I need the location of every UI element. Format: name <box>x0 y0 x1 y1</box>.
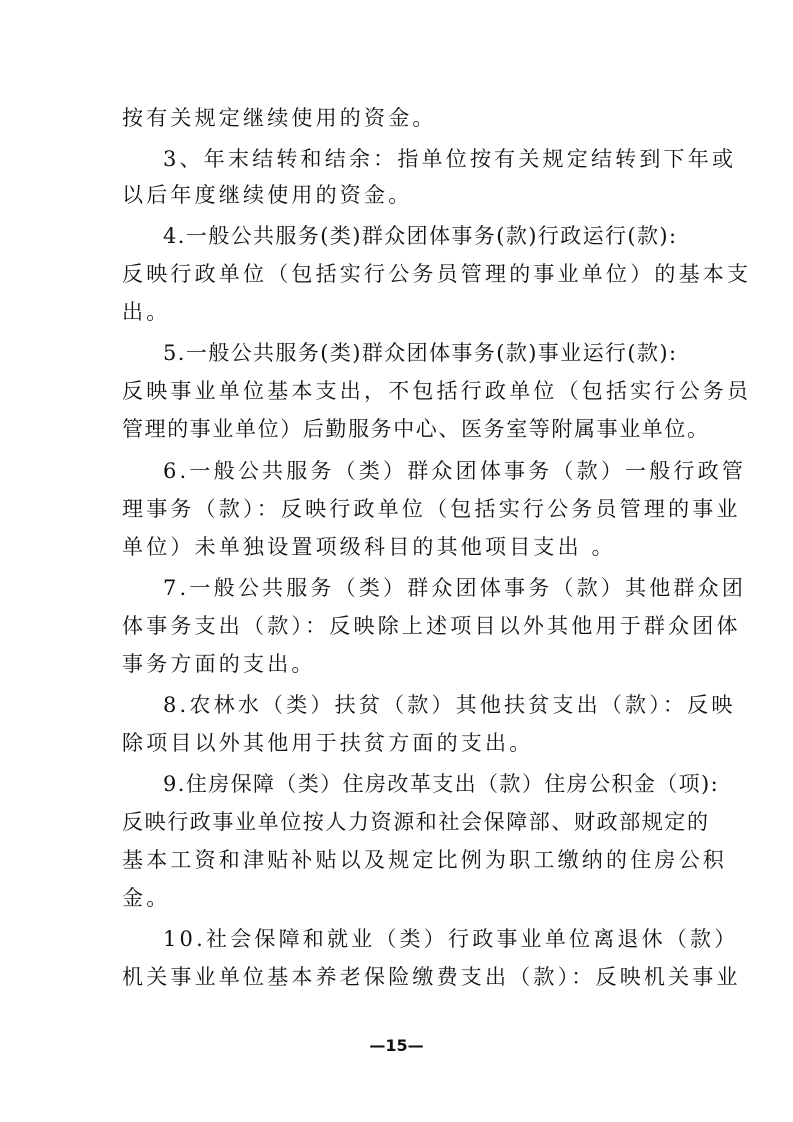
text-line: 7.一般公共服务（类）群众团体事务（款）其他群众团 <box>163 576 747 600</box>
text-line: 管理的事业单位）后勤服务中心、医务室等附属事业单位。 <box>122 417 710 441</box>
text-line: 以后年度继续使用的资金。 <box>122 183 413 207</box>
text-line: 单位）未单独设置项级科目的其他项目支出 。 <box>122 535 616 559</box>
text-line: 反映事业单位基本支出，不包括行政单位（包括实行公务员 <box>122 379 752 403</box>
text-line: 5.一般公共服务(类)群众团体事务(款)事业运行(款): <box>163 341 678 365</box>
text-line: 反映行政单位（包括实行公务员管理的事业单位）的基本支 <box>122 262 752 286</box>
page-number: —15— <box>369 1036 424 1055</box>
text-line: 6.一般公共服务（类）群众团体事务（款）一般行政管 <box>163 459 747 483</box>
text-line: 9.住房保障（类）住房改革支出（款）住房公积金（项): <box>163 772 720 796</box>
text-line: 10.社会保障和就业（类）行政事业单位离退休（款） <box>163 927 739 951</box>
text-line: 8.农林水（类）扶贫（款）其他扶贫支出（款）：反映 <box>163 693 736 717</box>
text-line: 事务方面的支出。 <box>122 652 316 676</box>
text-line: 出。 <box>122 300 171 324</box>
text-line: 金。 <box>122 886 171 910</box>
text-line: 体事务支出（款）：反映除上述项目以外其他用于群众团体 <box>122 614 741 638</box>
text-line: 反映行政事业单位按人力资源和社会保障部、财政部规定的 <box>122 810 710 834</box>
text-line: 除项目以外其他用于扶贫方面的支出。 <box>122 731 534 755</box>
text-line: 理事务（款）：反映行政单位（包括实行公务员管理的事业 <box>122 497 741 521</box>
text-line: 4.一般公共服务(类)群众团体事务(款)行政运行(款): <box>163 224 678 248</box>
text-line: 基本工资和津贴补贴以及规定比例为职工缴纳的住房公积 <box>122 848 727 872</box>
text-line: 按有关规定继续使用的资金。 <box>122 106 437 130</box>
text-line: 机关事业单位基本养老保险缴费支出（款）：反映机关事业 <box>122 965 741 989</box>
text-line: 3、年末结转和结余：指单位按有关规定结转到下年或 <box>163 147 737 171</box>
